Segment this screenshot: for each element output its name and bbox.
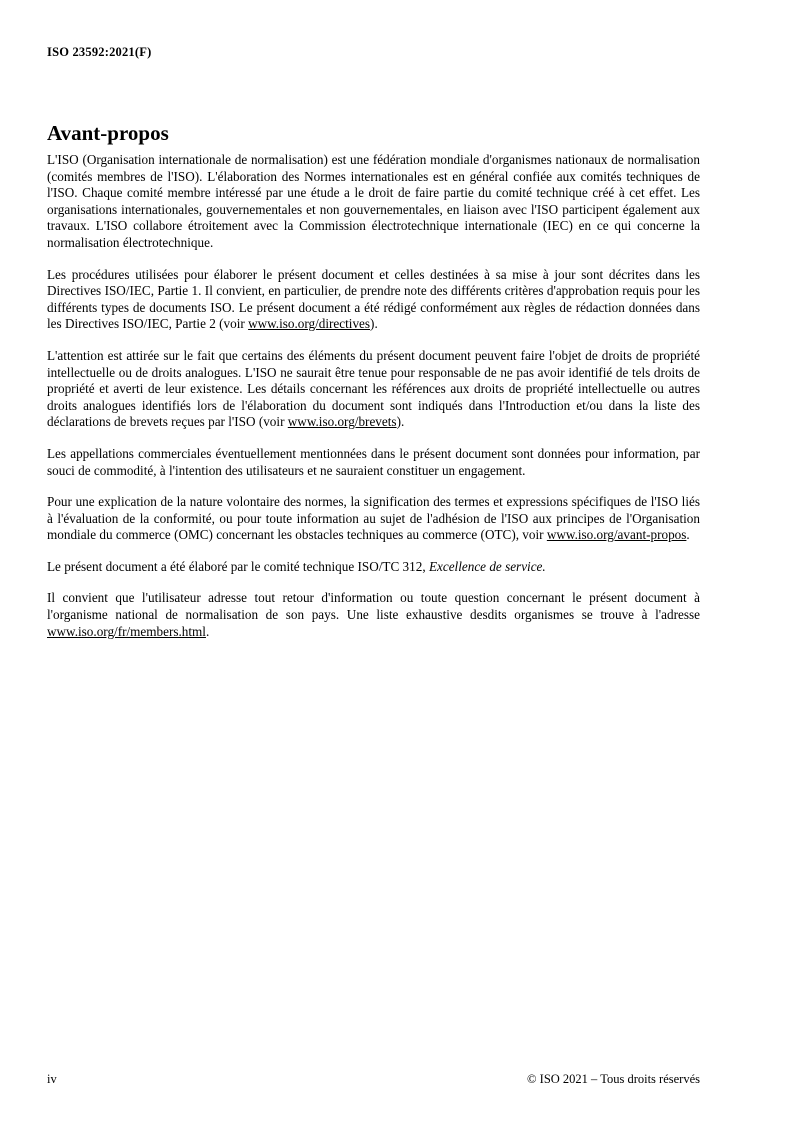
- external-link[interactable]: www.iso.org/brevets: [287, 414, 397, 430]
- paragraph: Le présent document a été élaboré par le comité technique ISO/TC 312, Excellence de service.: [47, 558, 546, 574]
- footer-copyright: © ISO 2021 – Tous droits réservés: [527, 1072, 700, 1086]
- external-link[interactable]: www.iso.org/fr/members.html: [47, 623, 206, 639]
- paragraph: Les appellations commerciales éventuellement mentionnées dans le présent document sont données pour information, par souci de commodité, à l'intention des utilisateurs et ne sauraient constituer un engagement.: [47, 445, 700, 478]
- paragraph: Il convient que l'utilisateur adresse tout retour d'information ou toute question concernant le présent document à l'organisme national de normalisation de son pays. Une liste exhaustive desdits organismes se trouve à l'adresse www.iso.org/fr/members.html.: [47, 590, 700, 639]
- footer-page-number: iv: [47, 1072, 57, 1086]
- external-link[interactable]: www.iso.org/directives: [248, 316, 371, 332]
- paragraph: L'ISO (Organisation internationale de normalisation) est une fédération mondiale d'organismes nationaux de normalisation (comités membres de l'ISO). L'élaboration des Normes internationales est en général confiée aux comités techniques de l'ISO. Chaque comité membre intéressé par une étude a le droit de faire partie du comité technique créé à cet effet. Les organisations internationales, gouvernementales et non gouvernementales, en liaison avec l'ISO participent également aux travaux. L'ISO collabore étroitement avec la Commission électrotechnique internationale (IEC) en ce qui concerne la normalisation électrotechnique.: [47, 152, 700, 250]
- paragraph: Les procédures utilisées pour élaborer le présent document et celles destinées à sa mise à jour sont décrites dans les Directives ISO/IEC, Partie 1. Il convient, en particulier, de prendre note des différents critères d'approbation requis pour les différents types de documents ISO. Le présent document a été rédigé conformément aux règles de rédaction données dans les Directives ISO/IEC, Partie 2 (voir www.iso.org/directives).: [47, 266, 700, 332]
- document-body: [47, 152, 700, 640]
- paragraph: L'attention est attirée sur le fait que certains des éléments du présent document peuvent faire l'objet de droits de propriété intellectuelle ou de droits analogues. L'ISO ne saurait être tenue pour responsable de ne pas avoir identifié de tels droits de propriété et averti de leur existence. Les détails concernant les références aux droits de propriété intellectuelle ou autres droits analogues identifiés lors de l'élaboration du document sont indiqués dans l'Introduction et/ou dans la liste des déclarations de brevets reçues par l'ISO (voir www.iso.org/brevets).: [47, 347, 700, 430]
- italic-text: Excellence de service.: [428, 558, 546, 574]
- document-header: ISO 23592:2021(F): [47, 45, 152, 59]
- external-link[interactable]: www.iso.org/avant-propos: [546, 527, 687, 543]
- page-title: Avant-propos: [47, 121, 169, 146]
- paragraph: Pour une explication de la nature volontaire des normes, la signification des termes et expressions spécifiques de l'ISO liés à l'évaluation de la conformité, ou pour toute information au sujet de l'adhésion de l'ISO aux principes de l'Organisation mondiale du commerce (OMC) concernant les obstacles techniques au commerce (OTC), voir www.iso.org/avant-propos.: [47, 494, 700, 543]
